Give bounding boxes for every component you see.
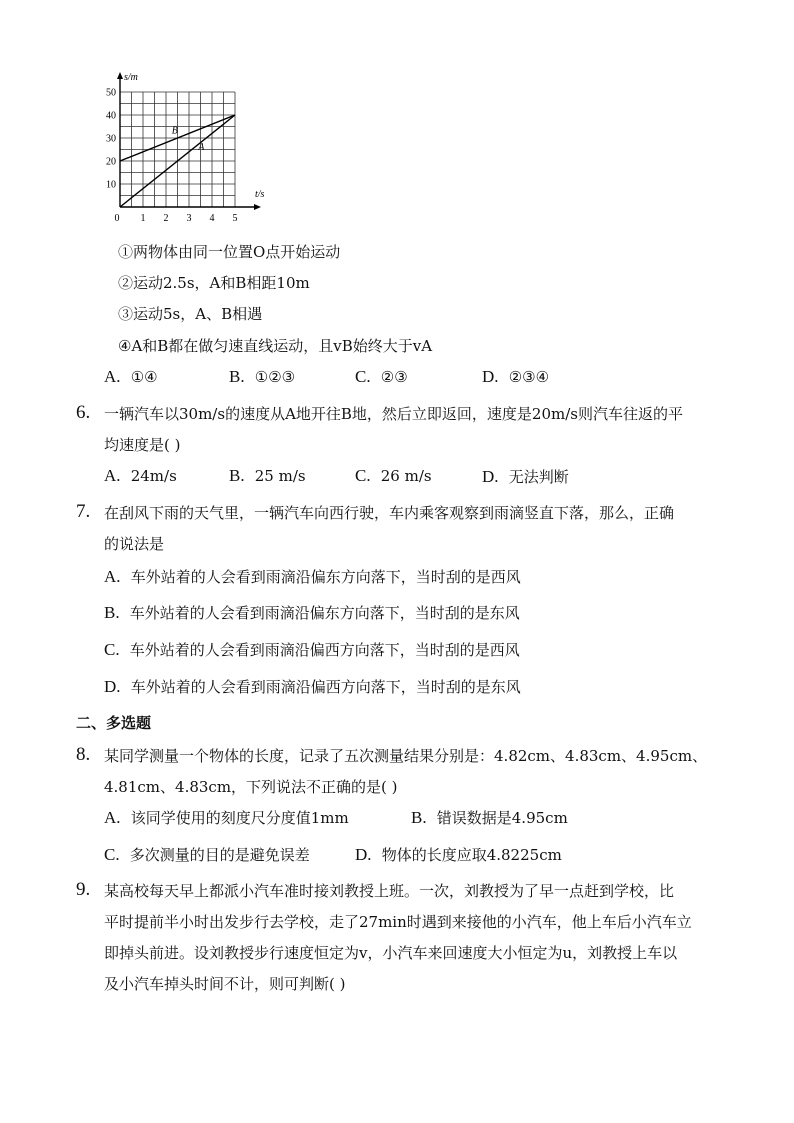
option-letter: B.	[229, 466, 245, 485]
option-text: 车外站着的人会看到雨滴沿偏西方向落下，当时刮的是东风	[130, 678, 521, 696]
q6-line-1: 一辆汽车以30m/s的速度从A地开往B地，然后立即返回，速度是20m/s则汽车往返的平	[104, 405, 683, 423]
q5-statement-1: ①两物体由同一位置O点开始运动	[118, 243, 341, 261]
q7-line-2: 的说法是	[104, 535, 165, 553]
y-tick-label: 30	[106, 133, 116, 145]
option-text: 车外站着的人会看到雨滴沿偏东方向落下，当时刮的是西风	[130, 568, 521, 586]
q9-line-3: 即掉头前进。设刘教授步行速度恒定为v，小汽车来回速度大小恒定为u，刘教授上车以	[104, 944, 678, 962]
option-text: ②③④	[508, 368, 550, 386]
option-letter: B.	[104, 603, 120, 622]
chart-grid	[120, 92, 235, 207]
option-letter: A.	[104, 808, 121, 827]
option-letter: D.	[104, 677, 121, 696]
q7-option-c[interactable]	[104, 639, 520, 660]
y-axis-arrow	[117, 72, 123, 79]
option-text: 26 m/s	[380, 467, 432, 485]
y-tick-label: 40	[106, 110, 116, 122]
q5-statement-3: ③运动5s，A、B相遇	[118, 305, 263, 323]
q5-statement-4: ④A和B都在做匀速直线运动，且vB始终大于vA	[118, 337, 433, 355]
q8-option-a[interactable]	[104, 807, 349, 828]
x-tick-label: 1	[140, 213, 146, 224]
option-text: 车外站着的人会看到雨滴沿偏西方向落下，当时刮的是西风	[129, 641, 520, 659]
option-text: ②③	[380, 368, 408, 386]
option-letter: D.	[355, 845, 372, 864]
option-letter: B.	[411, 808, 427, 827]
x-tick-label: 3	[186, 213, 192, 224]
q7-option-b[interactable]	[104, 602, 520, 623]
option-text: 无法判断	[508, 468, 569, 486]
option-letter: D.	[482, 367, 499, 386]
option-letter: C.	[355, 367, 371, 386]
section-title-multiple-choice: 二、多选题	[76, 714, 152, 732]
q6-option-b[interactable]	[229, 466, 306, 486]
option-letter: A.	[104, 466, 121, 485]
q9-line-2: 平时提前半小时出发步行去学校，走了27min时遇到来接他的小汽车，他上车后小汽车立	[104, 913, 692, 931]
option-text: 错误数据是4.95cm	[436, 809, 568, 827]
q9-number: 9.	[76, 879, 91, 900]
option-letter: B.	[229, 367, 245, 386]
option-text: 多次测量的目的是避免误差	[129, 846, 310, 864]
q6-option-c[interactable]	[355, 466, 432, 486]
option-letter: D.	[482, 467, 499, 486]
x-tick-label: 2	[163, 213, 169, 224]
option-text: 该同学使用的刻度尺分度值1mm	[130, 809, 349, 827]
option-letter: C.	[104, 640, 120, 659]
option-text: 24m/s	[130, 467, 177, 485]
q6-option-d[interactable]	[482, 466, 569, 487]
series-label-B: B	[171, 125, 178, 137]
chart-labels	[106, 72, 265, 224]
option-letter: C.	[355, 466, 371, 485]
x-axis-label: t/s	[255, 189, 265, 200]
option-letter: A.	[104, 367, 121, 386]
y-axis-label: s/m	[124, 72, 138, 83]
q8-option-b[interactable]	[411, 807, 568, 828]
q5-statement-2: ②运动2.5s，A和B相距10m	[118, 274, 310, 292]
q8-number: 8.	[76, 744, 91, 765]
q8-option-d[interactable]	[355, 844, 562, 865]
x-tick-label: 5	[232, 213, 238, 224]
q5-option-d[interactable]	[482, 367, 549, 387]
q5-option-b[interactable]	[229, 367, 295, 387]
option-letter: C.	[104, 845, 120, 864]
q7-option-d[interactable]	[104, 676, 521, 697]
option-text: 物体的长度应取4.8225cm	[381, 846, 562, 864]
q6-option-a[interactable]	[104, 466, 177, 486]
q6-number: 6.	[76, 402, 91, 423]
q6-line-2: 均速度是( )	[104, 436, 181, 454]
q9-line-1: 某高校每天早上都派小汽车准时接刘教授上班。一次，刘教授为了早一点赶到学校，比	[104, 882, 675, 900]
option-text: ①②③	[254, 368, 296, 386]
x-axis-arrow	[254, 204, 261, 210]
position-time-chart	[100, 68, 280, 233]
series-label-A: A	[198, 142, 205, 154]
option-text: 25 m/s	[254, 467, 306, 485]
q7-line-1: 在刮风下雨的天气里，一辆汽车向西行驶，车内乘客观察到雨滴竖直下落，那么，正确	[104, 504, 675, 522]
x-tick-label: 4	[209, 213, 215, 224]
option-text: 车外站着的人会看到雨滴沿偏东方向落下，当时刮的是东风	[129, 604, 520, 622]
y-tick-label: 10	[106, 179, 116, 191]
option-letter: A.	[104, 567, 121, 586]
origin-label: 0	[114, 213, 120, 224]
q7-option-a[interactable]	[104, 566, 521, 587]
q8-line-1: 某同学测量一个物体的长度，记录了五次测量结果分别是：4.82cm、4.83cm、4.95cm、	[104, 747, 708, 765]
q5-option-a[interactable]	[104, 367, 158, 387]
q8-option-c[interactable]	[104, 844, 310, 865]
q5-option-c[interactable]	[355, 367, 408, 387]
option-text: ①④	[130, 368, 158, 386]
y-tick-label: 50	[106, 87, 116, 99]
y-tick-label: 20	[106, 156, 116, 168]
q7-number: 7.	[76, 501, 91, 522]
q8-line-2: 4.81cm、4.83cm，下列说法不正确的是( )	[104, 778, 398, 796]
q9-line-4: 及小汽车掉头时间不计，则可判断( )	[104, 975, 346, 993]
